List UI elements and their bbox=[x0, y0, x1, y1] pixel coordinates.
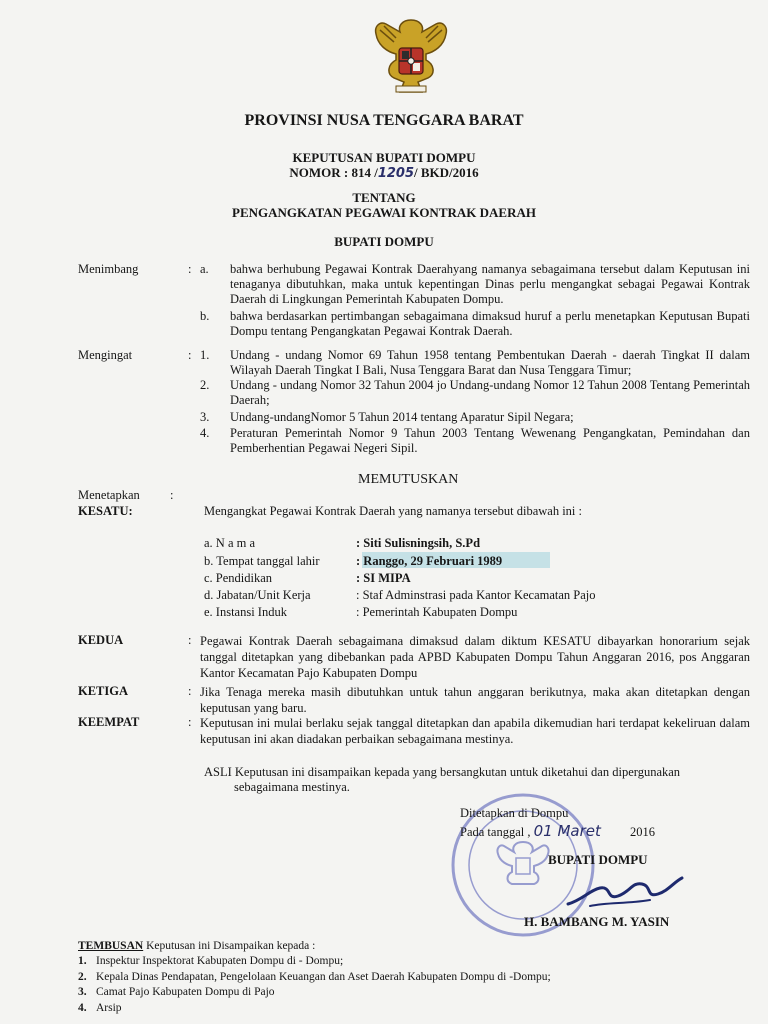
menetapkan-colon: : bbox=[170, 488, 174, 502]
menimbang-item-a: bahwa berhubung Pegawai Kontrak Daerahyang namanya sebagaimana tersebut dalam Keputusan ini tenaganya dibutuhkan, maka untuk kepentingan Dinas perlu mengangkat sebagai Pegawai Kontrak Daerah di Lingkungan Pemerintah Kabupaten Dompu. bbox=[230, 262, 750, 306]
signatory-name: H. BAMBANG M. YASIN bbox=[524, 914, 670, 929]
number-handwritten: 1205 bbox=[377, 166, 414, 181]
menimbang-label: Menimbang bbox=[78, 262, 139, 276]
mengingat-marker-1: 1. bbox=[200, 348, 210, 362]
tembusan-text-2: Kepala Dinas Pendapatan, Pengelolaan Keuangan dan Aset Daerah Kabupaten Dompu di -Dompu; bbox=[96, 971, 551, 983]
detail-value-jabatan: : Staf Adminstrasi pada Kantor Kecamatan Pajo bbox=[356, 588, 596, 602]
detail-label-jabatan: d. Jabatan/Unit Kerja bbox=[204, 588, 311, 602]
tembusan-item-2 bbox=[78, 971, 551, 983]
detail-label-nama: a. N a m a bbox=[204, 536, 256, 550]
mengingat-item-2: Undang - undang Nomor 32 Tahun 2004 jo Undang-undang Nomor 12 Tahun 2008 Tentang Pemerintah Daerah; bbox=[230, 378, 750, 407]
issuer-title: BUPATI DOMPU bbox=[334, 234, 434, 249]
detail-value-instansi: : Pemerintah Kabupaten Dompu bbox=[356, 605, 518, 619]
keempat-label: KEEMPAT bbox=[78, 715, 140, 729]
number-suffix: / BKD/2016 bbox=[414, 165, 479, 180]
kedua-text: Pegawai Kontrak Daerah sebagaimana dimaksud dalam diktum KESATU dibayarkan honorarium sejak tanggal ditetapkan yang dibebankan pada APBD Kabupaten Dompu Tahun Anggaran 2016, pos Anggaran Kantor Kecamatan Pajo Kabupaten Dompu bbox=[200, 634, 750, 680]
ketiga-text: Jika Tenaga mereka masih dibutuhkan untuk tahun anggaran berikutnya, maka akan ditetapkan dengan keputusan yang baru. bbox=[200, 685, 750, 715]
menimbang-marker-b: b. bbox=[200, 309, 210, 323]
decree-subject: PENGANGKATAN PEGAWAI KONTRAK DAERAH bbox=[232, 205, 536, 220]
mengingat-item-4: Peraturan Pemerintah Nomor 9 Tahun 2003 Tentang Wewenang Pengangkatan, Pemindahan dan Pemberhentian Pegawai Negeri Sipil. bbox=[230, 426, 750, 455]
mengingat-item-1: Undang - undang Nomor 69 Tahun 1958 tentang Pembentukan Daerah - daerah Tingkat II dalam Wilayah Daerah Tingkat I Bali, Nusa Tenggara Barat dan Nusa Tenggara Timur; bbox=[230, 348, 750, 377]
mengingat-marker-4: 4. bbox=[200, 426, 210, 440]
mengingat-marker-2: 2. bbox=[200, 378, 210, 392]
keempat-colon: : bbox=[188, 715, 192, 729]
detail-value-pendidikan: : SI MIPA bbox=[356, 571, 411, 585]
menimbang-colon: : bbox=[188, 262, 192, 276]
tembusan-marker-3: 3. bbox=[78, 986, 87, 998]
garuda-emblem-icon bbox=[366, 12, 456, 98]
asli-line-2: sebagaimana mestinya. bbox=[234, 780, 350, 794]
detail-label-instansi: e. Instansi Induk bbox=[204, 605, 287, 619]
menimbang-item-b: bahwa berdasarkan pertimbangan sebagaimana dimaksud huruf a perlu menetapkan Keputusan Bupati Dompu tentang Pengangkatan Pegawai Kontrak Daerah. bbox=[230, 309, 750, 338]
asli-line-1: ASLI Keputusan ini disampaikan kepada yang bersangkutan untuk diketahui dan dipergunakan bbox=[204, 765, 681, 779]
mengingat-colon: : bbox=[188, 348, 192, 362]
kedua-label: KEDUA bbox=[78, 633, 124, 647]
mengingat-marker-3: 3. bbox=[200, 410, 210, 424]
number-prefix: NOMOR : 814 / bbox=[289, 165, 378, 180]
detail-label-ttl: b. Tempat tanggal lahir bbox=[204, 554, 320, 568]
kesatu-label: KESATU: bbox=[78, 504, 133, 518]
menimbang-marker-a: a. bbox=[200, 262, 209, 276]
memutuskan-heading: MEMUTUSKAN bbox=[358, 472, 459, 487]
tembusan-text-1: Inspektur Inspektorat Kabupaten Dompu di - Dompu; bbox=[96, 955, 344, 967]
date-handwritten: 01 Maret bbox=[533, 822, 601, 840]
mengingat-item-3: Undang-undangNomor 5 Tahun 2014 tentang Aparatur Sipil Negara; bbox=[230, 410, 574, 424]
date-prefix: Pada tanggal , bbox=[460, 825, 531, 839]
detail-value-ttl: : Ranggo, 29 Februari 1989 bbox=[356, 554, 503, 568]
tembusan-marker-4: 4. bbox=[78, 1002, 87, 1014]
ketiga-label: KETIGA bbox=[78, 684, 129, 698]
signature-place: Ditetapkan di Dompu bbox=[460, 806, 569, 820]
signature-title: BUPATI DOMPU bbox=[548, 852, 648, 867]
tembusan-item-4 bbox=[78, 1002, 122, 1014]
tembusan-heading bbox=[78, 940, 315, 952]
detail-label-pendidikan: c. Pendidikan bbox=[204, 571, 273, 585]
menetapkan-label: Menetapkan bbox=[78, 488, 140, 502]
mengingat-label: Mengingat bbox=[78, 348, 133, 362]
decree-title: KEPUTUSAN BUPATI DOMPU bbox=[292, 150, 476, 165]
province-title: PROVINSI NUSA TENGGARA BARAT bbox=[244, 112, 524, 129]
kedua-colon: : bbox=[188, 633, 192, 647]
tembusan-item-1 bbox=[78, 955, 343, 967]
tembusan-item-3 bbox=[78, 986, 275, 998]
tembusan-rest: Keputusan ini Disampaikan kepada : bbox=[143, 940, 316, 952]
date-year: 2016 bbox=[629, 825, 655, 839]
tembusan-text-3: Camat Pajo Kabupaten Dompu di Pajo bbox=[96, 986, 275, 998]
handwritten-signature-icon bbox=[560, 860, 690, 916]
tembusan-marker-2: 2. bbox=[78, 971, 87, 983]
tembusan-marker-1: 1. bbox=[78, 955, 87, 967]
ketiga-colon: : bbox=[188, 684, 192, 698]
decree-number bbox=[0, 165, 768, 181]
tembusan-title: TEMBUSAN bbox=[78, 940, 144, 952]
tembusan-text-4: Arsip bbox=[96, 1002, 122, 1014]
kesatu-text: Mengangkat Pegawai Kontrak Daerah yang namanya tersebut dibawah ini : bbox=[204, 504, 582, 518]
about-label: TENTANG bbox=[352, 190, 416, 205]
signature-date bbox=[460, 822, 655, 840]
keempat-text: Keputusan ini mulai berlaku sejak tanggal ditetapkan dan apabila dikemudian hari terdapat kekeliruan dalam keputusan ini akan diadakan perbaikan sebagaimana mestinya. bbox=[200, 716, 750, 746]
detail-value-nama: : Siti Sulisningsih, S.Pd bbox=[356, 536, 481, 550]
